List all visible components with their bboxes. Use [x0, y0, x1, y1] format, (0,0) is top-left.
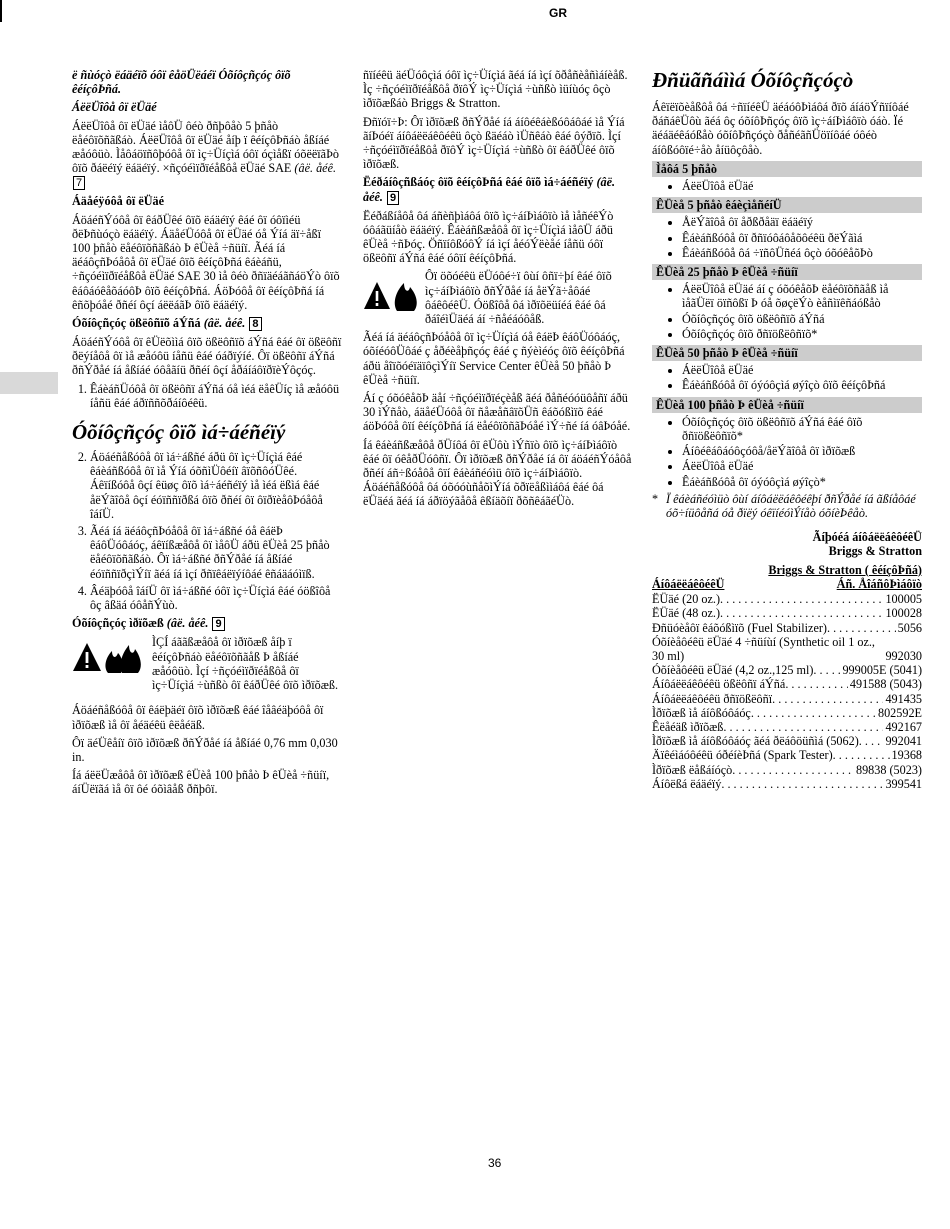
filter-title-text: Óõíôçñçóç ößëôñïõ áÝñá	[72, 316, 201, 331]
parts-row	[652, 663, 922, 677]
schedule-list	[652, 363, 922, 392]
drain-body: ÁöáéñÝóôå ôï êáðÜêé ôïõ ëáäéïý êáé ôï óôïìéü ðëÞñùóçò ëáäéïý. ÁäåéÜóôå ôï ëÜäé óå Ýíá äï÷åßï 100 þñåò ëåéôïõñãßáò Þ êÜèå ÷ñüíï. Ãéá íá äéáôçñÞóåôå ôï ëÜäé ôïõ êéíçôÞñá êáèáñü, ÷ñçóéìïðïéåßôå ëÜäé SAE 30 ìå ôéò ðñïäéáãñáöÝò ôïõ êáôáóêåõáóôÞ ôïõ êéíçôÞñá. ÁöÞóôå ôï êéíçôÞñá íá êñõþóåé ðñéí ôçí áëëáãÞ ôïõ ëáäéïý.	[72, 212, 340, 312]
part-name: ËÜäé (20 oz.)	[652, 592, 721, 607]
parts-col-num: Áñ. ÅîáñôÞìáôïò	[836, 576, 922, 591]
part-number: 399541	[885, 776, 922, 791]
parts-row	[652, 748, 922, 762]
part-name: Áíôëßá ëáäéïý	[652, 776, 722, 791]
spark-warning	[72, 635, 342, 703]
filter-title	[72, 316, 342, 331]
schedule-list	[652, 415, 922, 489]
lubrication-ref: (âë. åéê.	[363, 175, 616, 204]
leader-dots	[827, 621, 896, 635]
spark-title-text: Óõíôçñçóç ìðïõæß	[72, 616, 164, 631]
part-number: 89838 (5023)	[855, 762, 922, 777]
footnote-star: *	[652, 491, 659, 506]
lubrication-title	[363, 175, 635, 204]
parts-row	[652, 734, 922, 748]
list-item: • Êáèáñßóôå ôï óýóôçìá øýîçò ôïõ êéíçôÞñá	[682, 378, 922, 392]
part-number: 999005E (5041)	[842, 663, 922, 678]
schedule-heading: Ìåôá 5 þñåò	[652, 161, 922, 177]
part-name: Äïêéìáóôéêü óðéíèÞñá (Spark Tester)	[652, 748, 833, 763]
part-name: Ìðïõæß ìå áíôßóôáóç	[652, 705, 751, 720]
list-item: • Óõíôçñçóç ôïõ ößëôñïõ áÝñá êáé ôïõ ðñïößëôñïõ*	[682, 415, 922, 443]
spark-change: Íá áëëÜæåôå ôï ìðïõæß êÜèå 100 þñåò Þ êÜèå ÷ñüíï, áíÜëïãá ìå ôï ôé óõìâåß ðñþôï.	[72, 768, 330, 797]
list-item: • ÁëëÜîôå ëÜäé	[682, 363, 922, 377]
list-item: 2. Áöáéñåßóôå ôï ìá÷áßñé áðü ôï ìç÷Üíçìá êáé êáèáñßóôå ôï ìå Ýíá óõñìÜôéíï âïõñôóÜêé. Áêïíßóôå ôçí êüøç ôïõ ìá÷áéñéïý ìå ìéá ëßìá êáé åëÝãîôå ôçí éóïññïðßá ôïõ ðñéí ôï ôïðïèåôÞóåôå îáíÜ.	[90, 450, 342, 521]
spark-title	[72, 616, 342, 631]
attention-text: Ôï ìðïõæß ðñÝðåé íá áíôéêáèßóôáôáé ìå Ýíá ãíÞóéï áíôáëëáêôéêü ôçò ßäéáò ìÜñêáò êáé ôýðïõ. Ìçí ÷ñçóéìïðïéåßôå ðïôÝ ìç÷Üíçìá ÷ùñßò ôï êáðÜêé ôïõ ìðïõæß.	[363, 114, 625, 172]
leader-dots	[720, 592, 883, 606]
schedule-heading: ÊÜèå 5 þñåò êáèçìåñéíÜ	[652, 197, 922, 213]
part-number: 100005	[885, 592, 922, 607]
list-item: 3. Ãéá íá äéáôçñÞóåôå ôï ìá÷áßñé óå êáëÞ êáôÜóôáóç, áêïíßæåôå ôï ìåôÜ áðü êÜèå 25 þñåò ëåéôïõñãßáò. Ôï ìá÷áßñé ðñÝðåé íá åßíáé éóïññïðçìÝíï ãéá íá ìçí ðñïêáëïýíôáé êñáäáóìïß.	[90, 524, 342, 581]
part-number: 491435	[885, 691, 922, 706]
schedule-list	[652, 179, 922, 193]
blade-steps	[72, 450, 342, 612]
part-number: 802592E	[877, 705, 922, 720]
schedule-title: Ðñüãñáììá Óõíôçñçóçò	[652, 68, 854, 92]
footnote-text: Ï êáèáñéóìüò ôùí áíôáëëáêôéêþí ðñÝðåé íá ãßíåôáé óõ÷íüôåñá óå ðïëý óêïíéóìÝíåò óõíèÞêåò.	[666, 491, 916, 521]
schedule-heading: ÊÜèå 50 þñåò Þ êÜèå ÷ñüíï	[652, 345, 922, 361]
side-bar	[0, 372, 58, 394]
list-item: • ÁëëÜîôå ëÜäé	[682, 179, 922, 193]
part-number: 492167	[885, 719, 922, 734]
filter-body: ÁöáéñÝóôå ôï êÜëõììá ôïõ ößëôñïõ áÝñá êáé ôï ößëôñï ðëýíåôå ôï ìå æåóôü íåñü êáé óáðïýíé. Ôï ößëôñï áÝñá ðñÝðåé íá åßíáé óôåãíü ðñéí ôçí åðáíáôïðïèÝôçóç.	[72, 335, 342, 378]
list-item: 4. Âéäþóôå îáíÜ ôï ìá÷áßñé óôï ìç÷Üíçìá êáé óößîôå ôç âßäá óôåñÝùò.	[90, 584, 342, 612]
figure-ref-badge: 9	[387, 191, 399, 205]
parts-title: Ãíþóéá áíôáëëáêôéêÜ	[812, 530, 922, 545]
lubrication-title-text: Ëéðáíôçñßáóç ôïõ êéíçôÞñá êáé ôïõ ìá÷áéñéïý	[363, 175, 594, 190]
parts-row	[652, 777, 922, 791]
part-number: 491588 (5043)	[849, 677, 922, 692]
spark-ref: (âë. åéê.	[166, 616, 209, 631]
list-item: • Óõíôçñçóç ôïõ ðñïößëôñïõ*	[682, 327, 922, 341]
leader-dots	[721, 777, 883, 791]
parts-row	[652, 635, 922, 663]
edge-rule	[0, 0, 2, 22]
parts-row	[652, 621, 922, 635]
middle-column	[363, 68, 635, 513]
leader-dots	[723, 720, 883, 734]
figure-ref-badge: 9	[212, 617, 224, 631]
schedule-list	[652, 282, 922, 341]
spark-gap: Ôï äéÜêåíï ôïõ ìðïõæß ðñÝðåé íá åßíáé 0,76 mm 0,030 in.	[72, 735, 338, 764]
right-column	[652, 68, 922, 791]
parts-row	[652, 763, 922, 777]
lubrication-body-2: Ôï öõóéêü ëÜóôé÷ï ôùí ôñï÷þí êáé ôïõ ìç÷áíÞìáôïò ðñÝðåé íá åëÝã÷åôáé ôáêôéêÜ. Óößîôå ôá ìðïõëüíéá êáé ôá ðáîéìÜäéá áí ÷ñåéáóôåß.	[425, 269, 612, 327]
schedule-heading: ÊÜèå 100 þñåò Þ êÜèå ÷ñüíï	[652, 397, 922, 413]
fire-warning	[363, 269, 635, 326]
left-column	[72, 68, 342, 801]
middle-p5: Íá êáèáñßæåôå ðÜíôá ôï êÜôù ìÝñïò ôïõ ìç÷áíÞìáôïò êáé ôï óêåðÜóôñï. Ôï ìðïõæß ðñÝðåé íá ôï áöáéñÝóåôå ðñéí áñ÷ßóåôå ôïí êáèáñéóìü ôïõ ìç÷áíÞìáôïò. Áöáéñåßóôå ôá óõóóùñåõìÝíá õðïëåßììáôá êáé ôá ëÜäéá ãéá íá áðïöýãåôå êßíäõíï ðõñêáãéÜò.	[363, 437, 632, 509]
warning-fire-icon	[72, 641, 148, 675]
part-name: Ðñüóèåôï êáõóßìïõ (Fuel Stabilizer)	[652, 620, 827, 635]
leader-dots	[785, 677, 848, 691]
leader-dots	[732, 763, 854, 777]
part-name: Êëåéäß ìðïõæß	[652, 719, 724, 734]
spark-body-2: Áöáéñåßóôå ôï êáëþäéï ôïõ ìðïõæß êáé îåâéäþóôå ôï ìðïõæß ìå ôï åéäéêü êëåéäß.	[72, 703, 324, 732]
drain-title: Áäåéÿóôå ôï ëÜäé	[72, 194, 165, 209]
part-name: Áíôáëëáêôéêü ößëôñï áÝñá	[652, 677, 786, 692]
part-name: Óõíèåôéêü ëÜäé 4 ÷ñüíùí (Synthetic oil 1 oz., 30 ml)	[652, 634, 875, 663]
schedule-heading: ÊÜèå 25 þñåò Þ êÜèå ÷ñüíï	[652, 264, 922, 280]
parts-brand: Briggs & Stratton	[828, 544, 922, 559]
oil-change-ref: (âë. åéê.	[294, 161, 337, 176]
filter-steps	[72, 382, 342, 410]
part-name: Óõíèåôéêü ëÜäé (4,2 oz.,125 ml)	[652, 663, 814, 678]
part-number: 992030	[885, 648, 922, 663]
language-tab: GR	[549, 6, 567, 20]
middle-p1: ñïíéêü äéÜóôçìá óôï ìç÷Üíçìá ãéá íá ìçí õðåñèåñìáíèåß. Ìç ÷ñçóéìïðïéåßôå ðïôÝ ìç÷Üíçìá ÷ùñßò ìüíùóç ôçò ìðïõæßáò Briggs & Stratton.	[363, 68, 628, 111]
list-item: • Óõíôçñçóç ôïõ ößëôñïõ áÝñá	[682, 312, 922, 326]
parts-brand-sub: Briggs & Stratton ( êéíçôÞñá)	[768, 562, 922, 577]
parts-row	[652, 692, 922, 706]
leader-dots	[859, 734, 884, 748]
leader-dots	[833, 748, 890, 762]
page-number: 36	[488, 1156, 502, 1170]
parts-header	[652, 577, 922, 591]
parts-row	[652, 677, 922, 691]
part-number: 19368	[891, 748, 922, 763]
schedule-footnote	[652, 492, 922, 520]
part-name: Ìðïõæß ìå áíôßóôáóç ãéá ðëáôöüñìá (5062)	[652, 734, 859, 749]
schedule-list	[652, 215, 922, 260]
parts-list	[652, 592, 922, 791]
list-item: • Êáèáñßóôå ôï óýóôçìá øýîçò*	[682, 475, 922, 489]
middle-p2	[363, 115, 635, 172]
part-name: ËÜäé (48 oz.)	[652, 606, 721, 621]
attention-label: Ðñïóï÷Þ:	[363, 114, 408, 129]
leader-dots	[772, 692, 883, 706]
warning-icons	[363, 279, 421, 316]
leader-dots	[720, 606, 883, 620]
parts-row	[652, 592, 922, 606]
warning-icons	[72, 641, 148, 678]
blade-heading: Óõíôçñçóç ôïõ ìá÷áéñéïý	[72, 420, 286, 445]
middle-p4: Áí ç óõóêåõÞ äåí ÷ñçóéìïðïéçèåß ãéá ðåñéóóüôåñï áðü 30 ìÝñåò, áäåéÜóôå ôï ñåæåñâïõÜñ êáõóßìïõ êáé áöÞóôå ôïí êéíçôÞñá íá ëåéôïõñãÞóåé ìÝ÷ñé íá óâÞóåé.	[363, 391, 631, 434]
parts-row	[652, 706, 922, 720]
part-number: 5056	[897, 620, 922, 635]
parts-row	[652, 606, 922, 620]
intro-text: ë ñùóçò ëáäéïõ óôï êåöÜëáéï Óõíôçñçóç ôïõ êéíçôÞñá.	[72, 68, 291, 97]
oil-change-text: ÁëëÜîôå ôï ëÜäé ìåôÜ ôéò ðñþôåò 5 þñåò ëåéôïõñãßáò. ÁëëÜîôå ôï ëÜäé åíþ ï êéíçôÞñáò åßíáé æåóôüò. Ìåôáöïñôþóôå ôï ìç÷Üíçìá óôï óçìåßï óõëëïãÞò ôïõ ðáëéïý ëáäéïý. ×ñçóéìïðïéåßôå ëÜäé SAE	[72, 118, 339, 176]
list-item: 1. ÊáèáñÜóôå ôï ößëôñï áÝñá óå ìéá ëåêÜíç ìå æåóôü íåñü êáé áðïññõðáíôéêü.	[90, 382, 342, 410]
list-item: • Êáèáñßóôå ôï ðñïóôáôåõôéêü ðëÝãìá	[682, 231, 922, 245]
figure-ref-badge: 7	[73, 176, 85, 190]
part-number: 992041	[885, 734, 922, 749]
warning-fire-icon	[363, 279, 421, 313]
parts-col-part: ÁíôáëëáêôéêÜ	[652, 576, 725, 591]
oil-change-body	[72, 119, 342, 191]
schedule-intro: Áêïëïõèåßôå ôá ÷ñïíéêÜ äéáóôÞìáôá ðïõ áíáöÝñïíôáé ðáñáêÜôù ãéá ôç óõíôÞñçóç ôïõ ìç÷áíÞìáôïò óáò. Ïé äéáäéêáóßåò óõíôÞñçóçò ðåñéãñÜöïíôáé óôéò áíôßóôïé÷åò åíüôçôåò.	[652, 100, 909, 157]
spark-body: ÌÇÍ áããßæåôå ôï ìðïõæß åíþ ï êéíçôÞñáò ëåéôïõñãåß Þ åßíáé æåóôüò. Ìçí ÷ñçóéìïðïéåßôå ôï ìç÷Üíçìá ÷ùñßò ôï êáðÜêé ôïõ ìðïõæß.	[152, 635, 338, 692]
filter-ref: (âë. åéê.	[203, 316, 246, 331]
parts-row	[652, 720, 922, 734]
part-name: Ìðïõæß ëåßáíóçò	[652, 762, 733, 777]
list-item: • ÅëÝãîôå ôï åðßðåäï ëáäéïý	[682, 215, 922, 229]
oil-change-title: ÁëëÜîôå ôï ëÜäé	[72, 100, 157, 115]
part-name: Áíôáëëáêôéêü ðñïößëôñï	[652, 691, 773, 706]
list-item: • Êáèáñßóôå ôá ÷ïñôÜñéá ôçò óõóêåõÞò	[682, 246, 922, 260]
list-item: • ÁëëÜîôå ëÜäé áí ç óõóêåõÞ ëåéôïõñãåß ìå ìåãÜëï öïñôßï Þ óå õøçëÝò èåñìïêñáóßåò	[682, 282, 922, 310]
part-number: 100028	[885, 606, 922, 621]
lubrication-body: Ëéðáßíåôå ôá áñèñþìáôá ôïõ ìç÷áíÞìáôïò ìå ìåñéêÝò óôáãüíåò ëáäéïý. Êáèáñßæåôå ôï ìç÷Üíçìá ìåôÜ áðü êÜèå ÷ñÞóç. ÖñïíôßóôÝ íá ìçí åéóÝëèåé íåñü óôï ößëôñï áÝñá êáé óôïí êéíçôÞñá.	[363, 208, 614, 266]
list-item: • ÁëëÜîôå ëÜäé	[682, 459, 922, 473]
leader-dots	[751, 706, 876, 720]
leader-dots	[813, 663, 840, 677]
list-item: • Áíôéêáôáóôçóôå/åëÝãîôå ôï ìðïõæß	[682, 444, 922, 458]
middle-p3: Ãéá íá äéáôçñÞóåôå ôï ìç÷Üíçìá óå êáëÞ êáôÜóôáóç, óõíéóôÜôáé ç åðéèåþñçóç êáé ç ñýèìéóç ôïõ êéíçôÞñá áðü åîïõóéïäïôçìÝíï Service Center êÜèå 50 þñåò Þ êÜèå ÷ñüíï.	[363, 330, 625, 387]
figure-ref-badge: 8	[249, 317, 261, 331]
